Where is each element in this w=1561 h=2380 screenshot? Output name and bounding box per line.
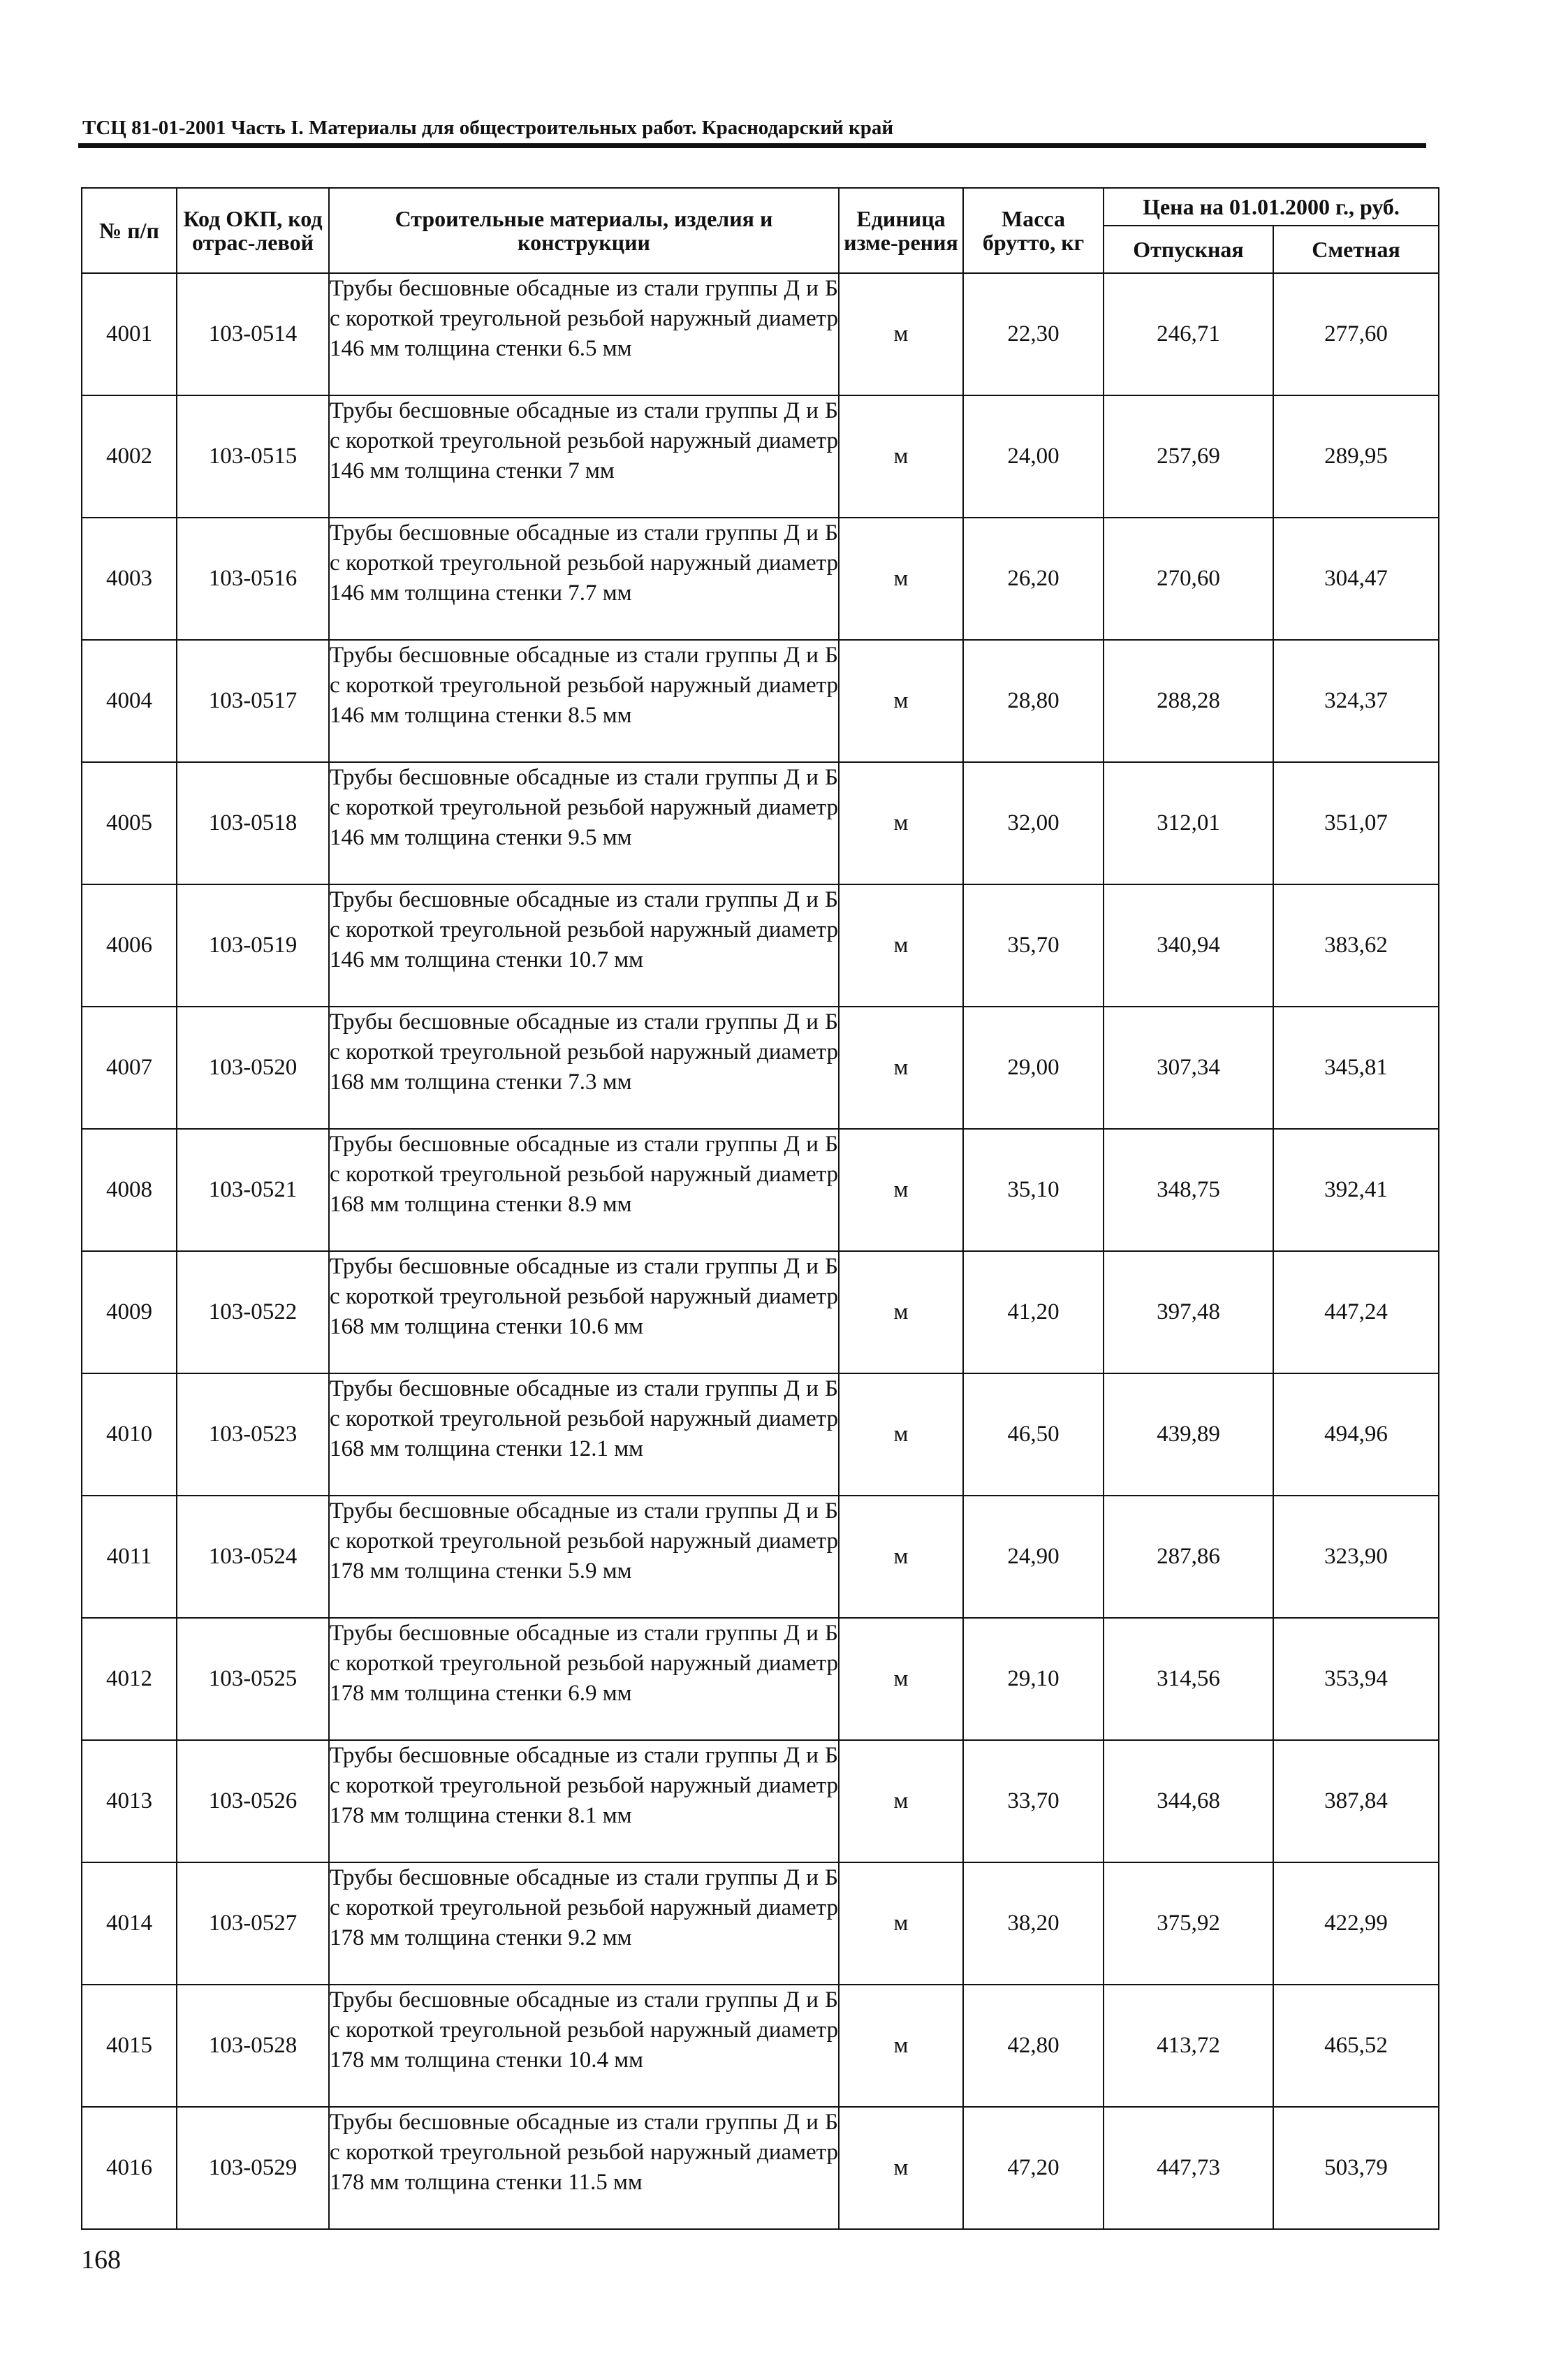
cell-num: 4007 [82,1007,177,1129]
cell-price-release: 270,60 [1104,518,1273,640]
table-row [82,1862,1439,1985]
cell-price-release: 340,94 [1104,884,1273,1007]
header-rule [78,143,1426,148]
cell-num: 4011 [82,1496,177,1618]
cell-price-release: 397,48 [1104,1251,1273,1373]
cell-unit: м [839,1618,963,1740]
cell-price-release: 344,68 [1104,1740,1273,1862]
cell-unit: м [839,2107,963,2229]
col-header-name: Строительные материалы, изделия и конструкции [329,188,839,273]
cell-code: 103-0528 [177,1985,329,2107]
table-row [82,1007,1439,1129]
cell-num: 4012 [82,1618,177,1740]
cell-price-release: 257,69 [1104,395,1273,518]
cell-name: Трубы бесшовные обсадные из стали группы Д и Б с короткой треугольной резьбой наружный диаметр 146 мм толщина стенки 8.5 мм [329,640,839,762]
cell-code: 103-0517 [177,640,329,762]
table-row [82,2107,1439,2229]
col-header-price-release: Отпускная [1104,226,1273,273]
cell-mass: 29,10 [963,1618,1104,1740]
cell-price-release: 287,86 [1104,1496,1273,1618]
cell-price-estimate: 353,94 [1273,1618,1439,1740]
cell-price-estimate: 277,60 [1273,273,1439,395]
cell-price-release: 312,01 [1104,762,1273,884]
cell-price-estimate: 465,52 [1273,1985,1439,2107]
cell-unit: м [839,1373,963,1496]
cell-price-estimate: 289,95 [1273,395,1439,518]
table-row [82,518,1439,640]
cell-name: Трубы бесшовные обсадные из стали группы Д и Б с короткой треугольной резьбой наружный диаметр 146 мм толщина стенки 7.7 мм [329,518,839,640]
cell-code: 103-0521 [177,1129,329,1251]
cell-mass: 35,70 [963,884,1104,1007]
cell-name: Трубы бесшовные обсадные из стали группы Д и Б с короткой треугольной резьбой наружный диаметр 168 мм толщина стенки 7.3 мм [329,1007,839,1129]
table-row [82,1985,1439,2107]
cell-price-release: 246,71 [1104,273,1273,395]
table-row [82,1740,1439,1862]
cell-code: 103-0526 [177,1740,329,1862]
col-header-code: Код ОКП, код отрас-левой [177,188,329,273]
cell-price-release: 375,92 [1104,1862,1273,1985]
cell-price-estimate: 392,41 [1273,1129,1439,1251]
table-row [82,640,1439,762]
price-table [81,187,1439,2230]
cell-unit: м [839,1740,963,1862]
cell-price-estimate: 387,84 [1273,1740,1439,1862]
cell-num: 4002 [82,395,177,518]
cell-price-release: 447,73 [1104,2107,1273,2229]
cell-price-release: 288,28 [1104,640,1273,762]
cell-code: 103-0523 [177,1373,329,1496]
cell-price-estimate: 324,37 [1273,640,1439,762]
cell-name: Трубы бесшовные обсадные из стали группы Д и Б с короткой треугольной резьбой наружный диаметр 178 мм толщина стенки 9.2 мм [329,1862,839,1985]
cell-price-release: 307,34 [1104,1007,1273,1129]
cell-num: 4004 [82,640,177,762]
cell-code: 103-0524 [177,1496,329,1618]
col-header-price-estimate: Сметная [1273,226,1439,273]
page-header-title: ТСЦ 81-01-2001 Часть I. Материалы для общестроительных работ. Краснодарский край [82,117,894,139]
cell-unit: м [839,1129,963,1251]
cell-code: 103-0518 [177,762,329,884]
cell-name: Трубы бесшовные обсадные из стали группы Д и Б с короткой треугольной резьбой наружный диаметр 168 мм толщина стенки 10.6 мм [329,1251,839,1373]
table-row [82,1129,1439,1251]
cell-mass: 41,20 [963,1251,1104,1373]
cell-num: 4010 [82,1373,177,1496]
cell-mass: 32,00 [963,762,1104,884]
cell-name: Трубы бесшовные обсадные из стали группы Д и Б с короткой треугольной резьбой наружный диаметр 146 мм толщина стенки 9.5 мм [329,762,839,884]
table-row [82,1618,1439,1740]
cell-price-estimate: 383,62 [1273,884,1439,1007]
col-header-num: № п/п [82,188,177,273]
cell-mass: 24,90 [963,1496,1104,1618]
cell-code: 103-0515 [177,395,329,518]
table-row [82,395,1439,518]
cell-name: Трубы бесшовные обсадные из стали группы Д и Б с короткой треугольной резьбой наружный диаметр 146 мм толщина стенки 6.5 мм [329,273,839,395]
cell-code: 103-0520 [177,1007,329,1129]
cell-unit: м [839,1496,963,1618]
cell-mass: 47,20 [963,2107,1104,2229]
cell-unit: м [839,762,963,884]
cell-name: Трубы бесшовные обсадные из стали группы Д и Б с короткой треугольной резьбой наружный диаметр 146 мм толщина стенки 10.7 мм [329,884,839,1007]
cell-num: 4005 [82,762,177,884]
cell-num: 4009 [82,1251,177,1373]
cell-name: Трубы бесшовные обсадные из стали группы Д и Б с короткой треугольной резьбой наружный диаметр 146 мм толщина стенки 7 мм [329,395,839,518]
cell-name: Трубы бесшовные обсадные из стали группы Д и Б с короткой треугольной резьбой наружный диаметр 178 мм толщина стенки 6.9 мм [329,1618,839,1740]
cell-mass: 29,00 [963,1007,1104,1129]
table-body [82,273,1439,2229]
col-header-price-group: Цена на 01.01.2000 г., руб. [1104,188,1439,226]
cell-name: Трубы бесшовные обсадные из стали группы Д и Б с короткой треугольной резьбой наружный диаметр 168 мм толщина стенки 8.9 мм [329,1129,839,1251]
cell-price-estimate: 503,79 [1273,2107,1439,2229]
cell-unit: м [839,640,963,762]
cell-unit: м [839,395,963,518]
page-number: 168 [81,2245,121,2275]
cell-mass: 24,00 [963,395,1104,518]
cell-price-release: 348,75 [1104,1129,1273,1251]
cell-name: Трубы бесшовные обсадные из стали группы Д и Б с короткой треугольной резьбой наружный диаметр 178 мм толщина стенки 5.9 мм [329,1496,839,1618]
cell-code: 103-0525 [177,1618,329,1740]
cell-mass: 38,20 [963,1862,1104,1985]
cell-unit: м [839,1007,963,1129]
cell-price-release: 413,72 [1104,1985,1273,2107]
cell-mass: 22,30 [963,273,1104,395]
cell-code: 103-0522 [177,1251,329,1373]
table-row [82,762,1439,884]
cell-num: 4006 [82,884,177,1007]
cell-price-release: 314,56 [1104,1618,1273,1740]
cell-mass: 42,80 [963,1985,1104,2107]
cell-price-estimate: 323,90 [1273,1496,1439,1618]
cell-unit: м [839,1985,963,2107]
cell-price-estimate: 422,99 [1273,1862,1439,1985]
cell-mass: 35,10 [963,1129,1104,1251]
cell-unit: м [839,518,963,640]
cell-mass: 33,70 [963,1740,1104,1862]
cell-unit: м [839,273,963,395]
cell-mass: 28,80 [963,640,1104,762]
table-row [82,884,1439,1007]
cell-name: Трубы бесшовные обсадные из стали группы Д и Б с короткой треугольной резьбой наружный диаметр 178 мм толщина стенки 11.5 мм [329,2107,839,2229]
table-row [82,1496,1439,1618]
col-header-mass: Масса брутто, кг [963,188,1104,273]
cell-price-estimate: 447,24 [1273,1251,1439,1373]
table-row [82,1251,1439,1373]
cell-mass: 26,20 [963,518,1104,640]
cell-code: 103-0527 [177,1862,329,1985]
cell-unit: м [839,1862,963,1985]
cell-price-estimate: 494,96 [1273,1373,1439,1496]
cell-price-estimate: 345,81 [1273,1007,1439,1129]
col-header-unit: Единица изме-рения [839,188,963,273]
cell-num: 4003 [82,518,177,640]
cell-num: 4014 [82,1862,177,1985]
cell-name: Трубы бесшовные обсадные из стали группы Д и Б с короткой треугольной резьбой наружный диаметр 178 мм толщина стенки 8.1 мм [329,1740,839,1862]
table-row [82,273,1439,395]
cell-num: 4016 [82,2107,177,2229]
cell-num: 4013 [82,1740,177,1862]
cell-price-estimate: 351,07 [1273,762,1439,884]
cell-code: 103-0514 [177,273,329,395]
table-row [82,1373,1439,1496]
cell-name: Трубы бесшовные обсадные из стали группы Д и Б с короткой треугольной резьбой наружный диаметр 178 мм толщина стенки 10.4 мм [329,1985,839,2107]
cell-code: 103-0529 [177,2107,329,2229]
cell-num: 4001 [82,273,177,395]
cell-price-release: 439,89 [1104,1373,1273,1496]
cell-mass: 46,50 [963,1373,1104,1496]
cell-price-estimate: 304,47 [1273,518,1439,640]
cell-code: 103-0519 [177,884,329,1007]
cell-unit: м [839,1251,963,1373]
cell-num: 4015 [82,1985,177,2107]
cell-code: 103-0516 [177,518,329,640]
cell-num: 4008 [82,1129,177,1251]
cell-name: Трубы бесшовные обсадные из стали группы Д и Б с короткой треугольной резьбой наружный диаметр 168 мм толщина стенки 12.1 мм [329,1373,839,1496]
cell-unit: м [839,884,963,1007]
